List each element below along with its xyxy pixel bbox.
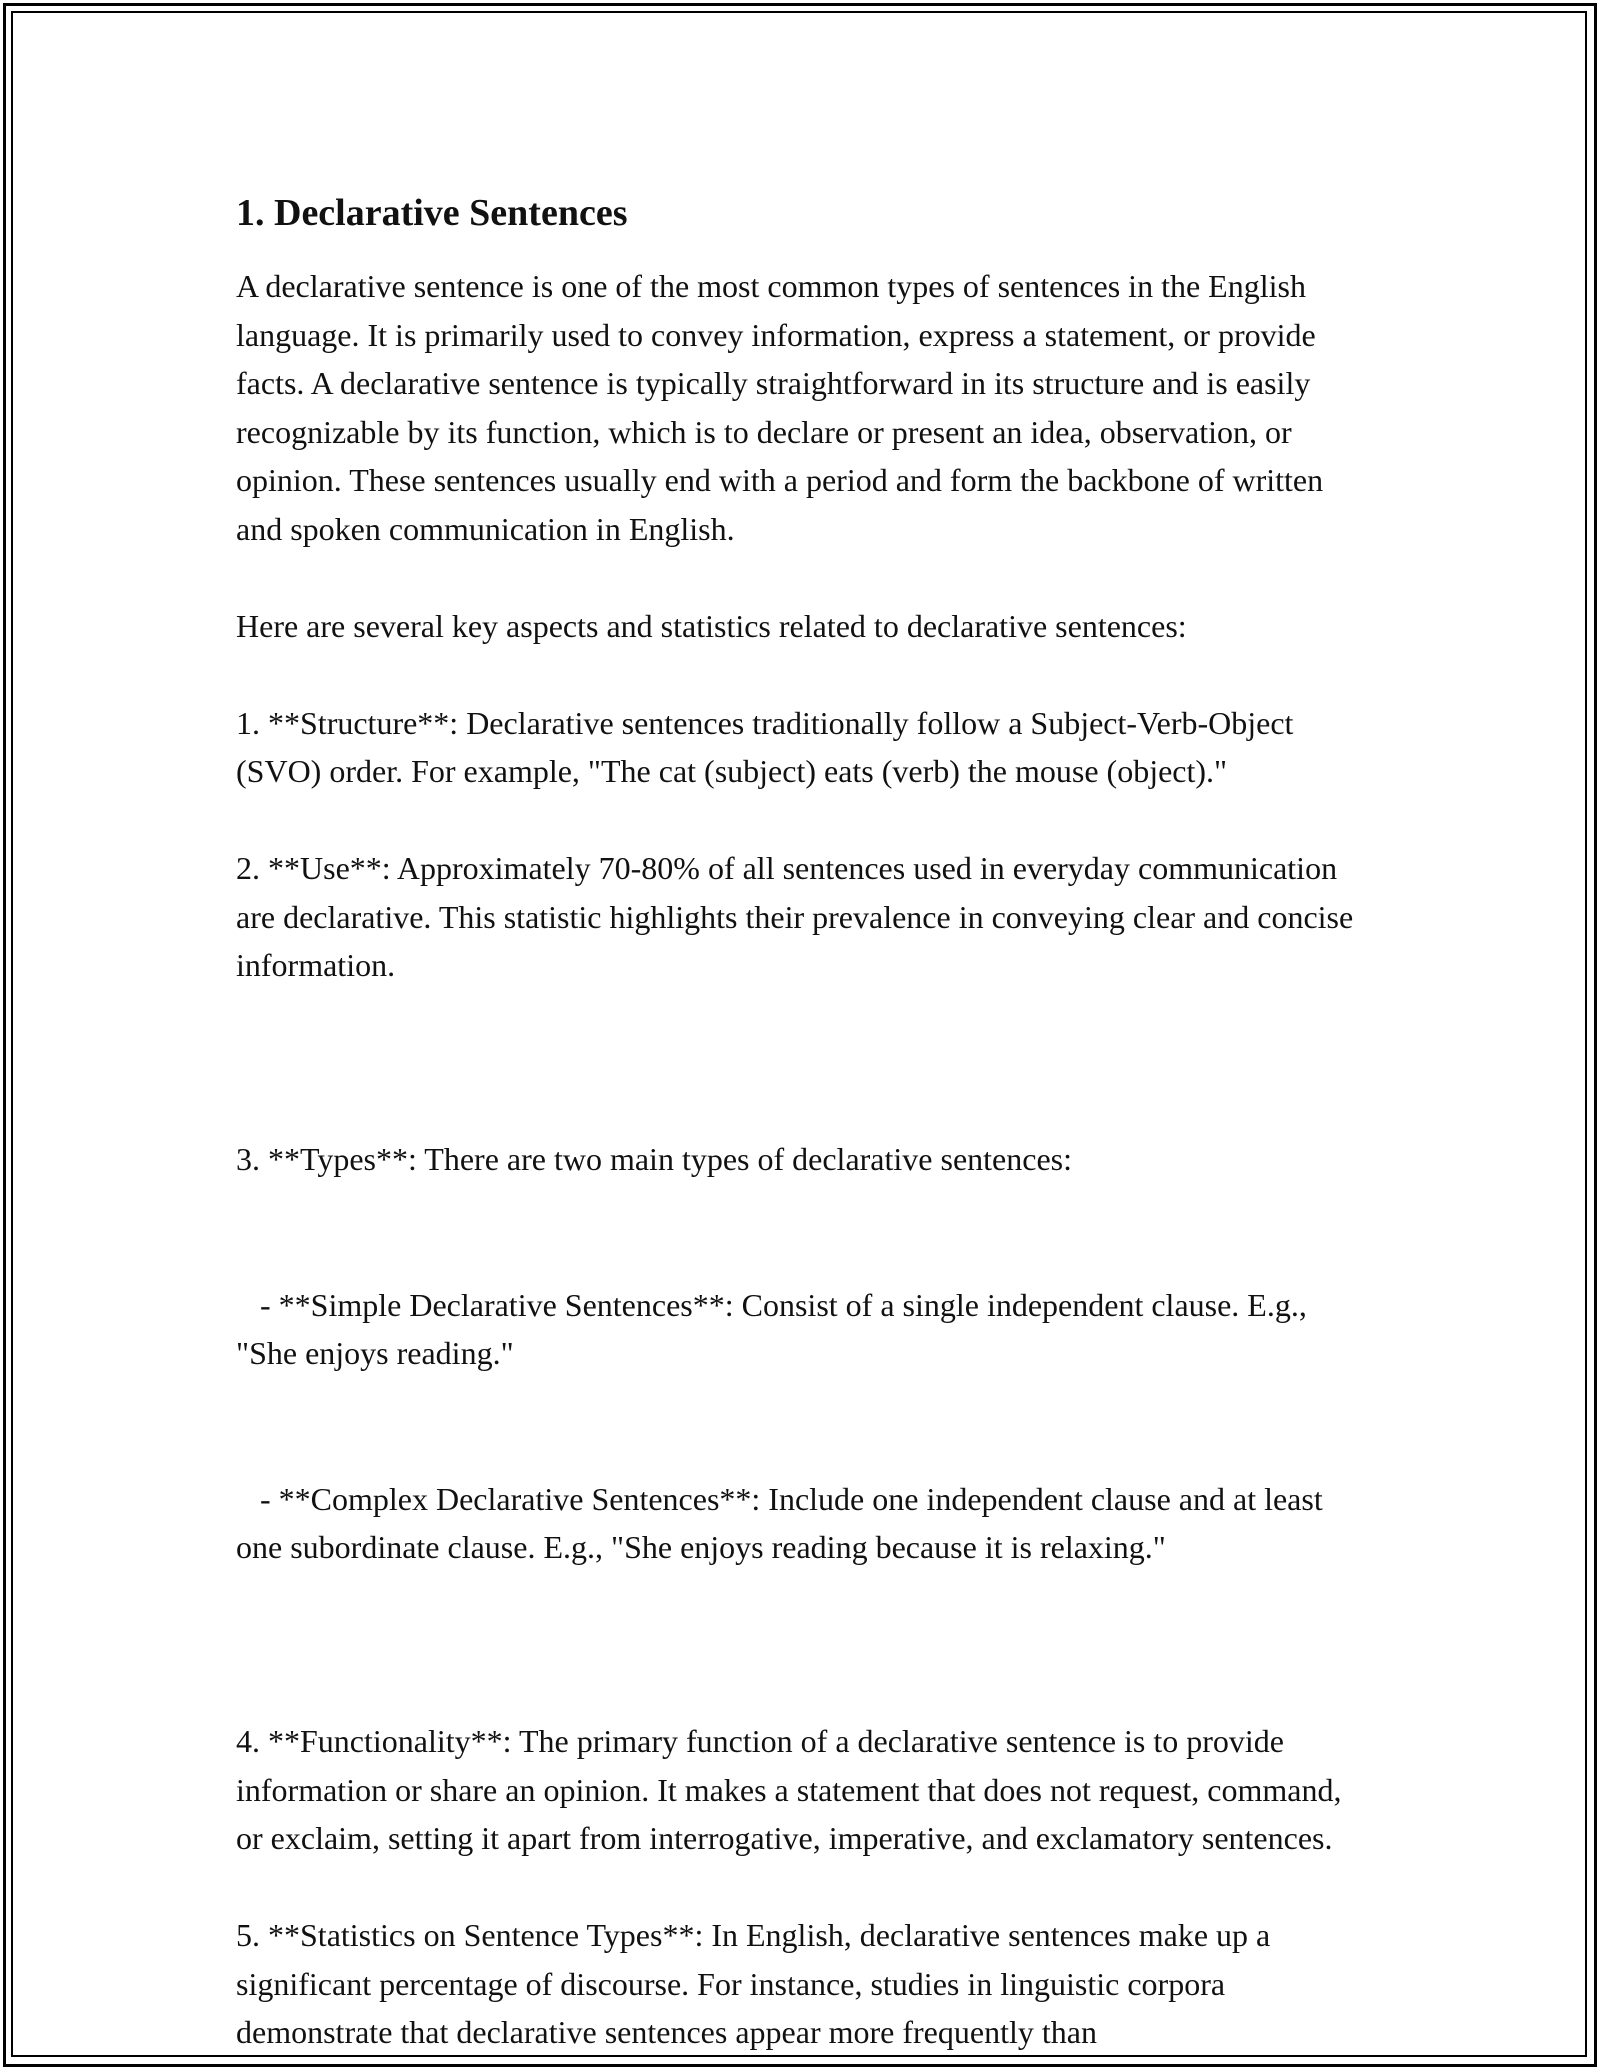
lead-in-paragraph: Here are several key aspects and statistics related to declarative sentences:: [236, 607, 1187, 644]
subitem-simple-declarative: - **Simple Declarative Sentences**: Consist of a single independent clause. E.g., "She enjoys reading.": [236, 1286, 1315, 1371]
list-item-structure: 1. **Structure**: Declarative sentences traditionally follow a Subject-Verb-Object (SVO) order. For example, "The cat (subject) eats (verb) the mouse (object).": [236, 704, 1302, 789]
list-item-functionality: 4. **Functionality**: The primary function of a declarative sentence is to provide information or share an opinion. It makes a statement that does not request, command, or exclaim, setting it apart from interrogative, imperative, and exclamatory sentences.: [236, 1723, 1350, 1856]
list-item-types-label: 3. **Types**: There are two main types of declarative sentences:: [236, 1141, 1072, 1177]
section-heading: 1. Declarative Sentences: [236, 192, 628, 234]
list-item-types: [236, 1038, 1360, 1669]
document-body: [236, 186, 1360, 2057]
intro-paragraph: A declarative sentence is one of the most common types of sentences in the English language. It is primarily used to convey information, express a statement, or provide facts. A declarative sentence is typically straightforward in its structure and is easily recognizable by its function, which is to declare or present an idea, observation, or opinion. These sentences usually end with a period and form the backbone of written and spoken communication in English.: [236, 268, 1332, 547]
subitem-complex-declarative: - **Complex Declarative Sentences**: Include one independent clause and at least one subordinate clause. E.g., "She enjoys reading because it is relaxing.": [236, 1480, 1331, 1565]
list-item-statistics: 5. **Statistics on Sentence Types**: In English, declarative sentences make up a significant percentage of discourse. For instance, studies in linguistic corpora demonstrate that declarative sentences appear more frequently than: [236, 1917, 1279, 2050]
list-item-use: 2. **Use**: Approximately 70-80% of all sentences used in everyday communication are declarative. This statistic highlights their prevalence in conveying clear and concise information.: [236, 850, 1362, 983]
